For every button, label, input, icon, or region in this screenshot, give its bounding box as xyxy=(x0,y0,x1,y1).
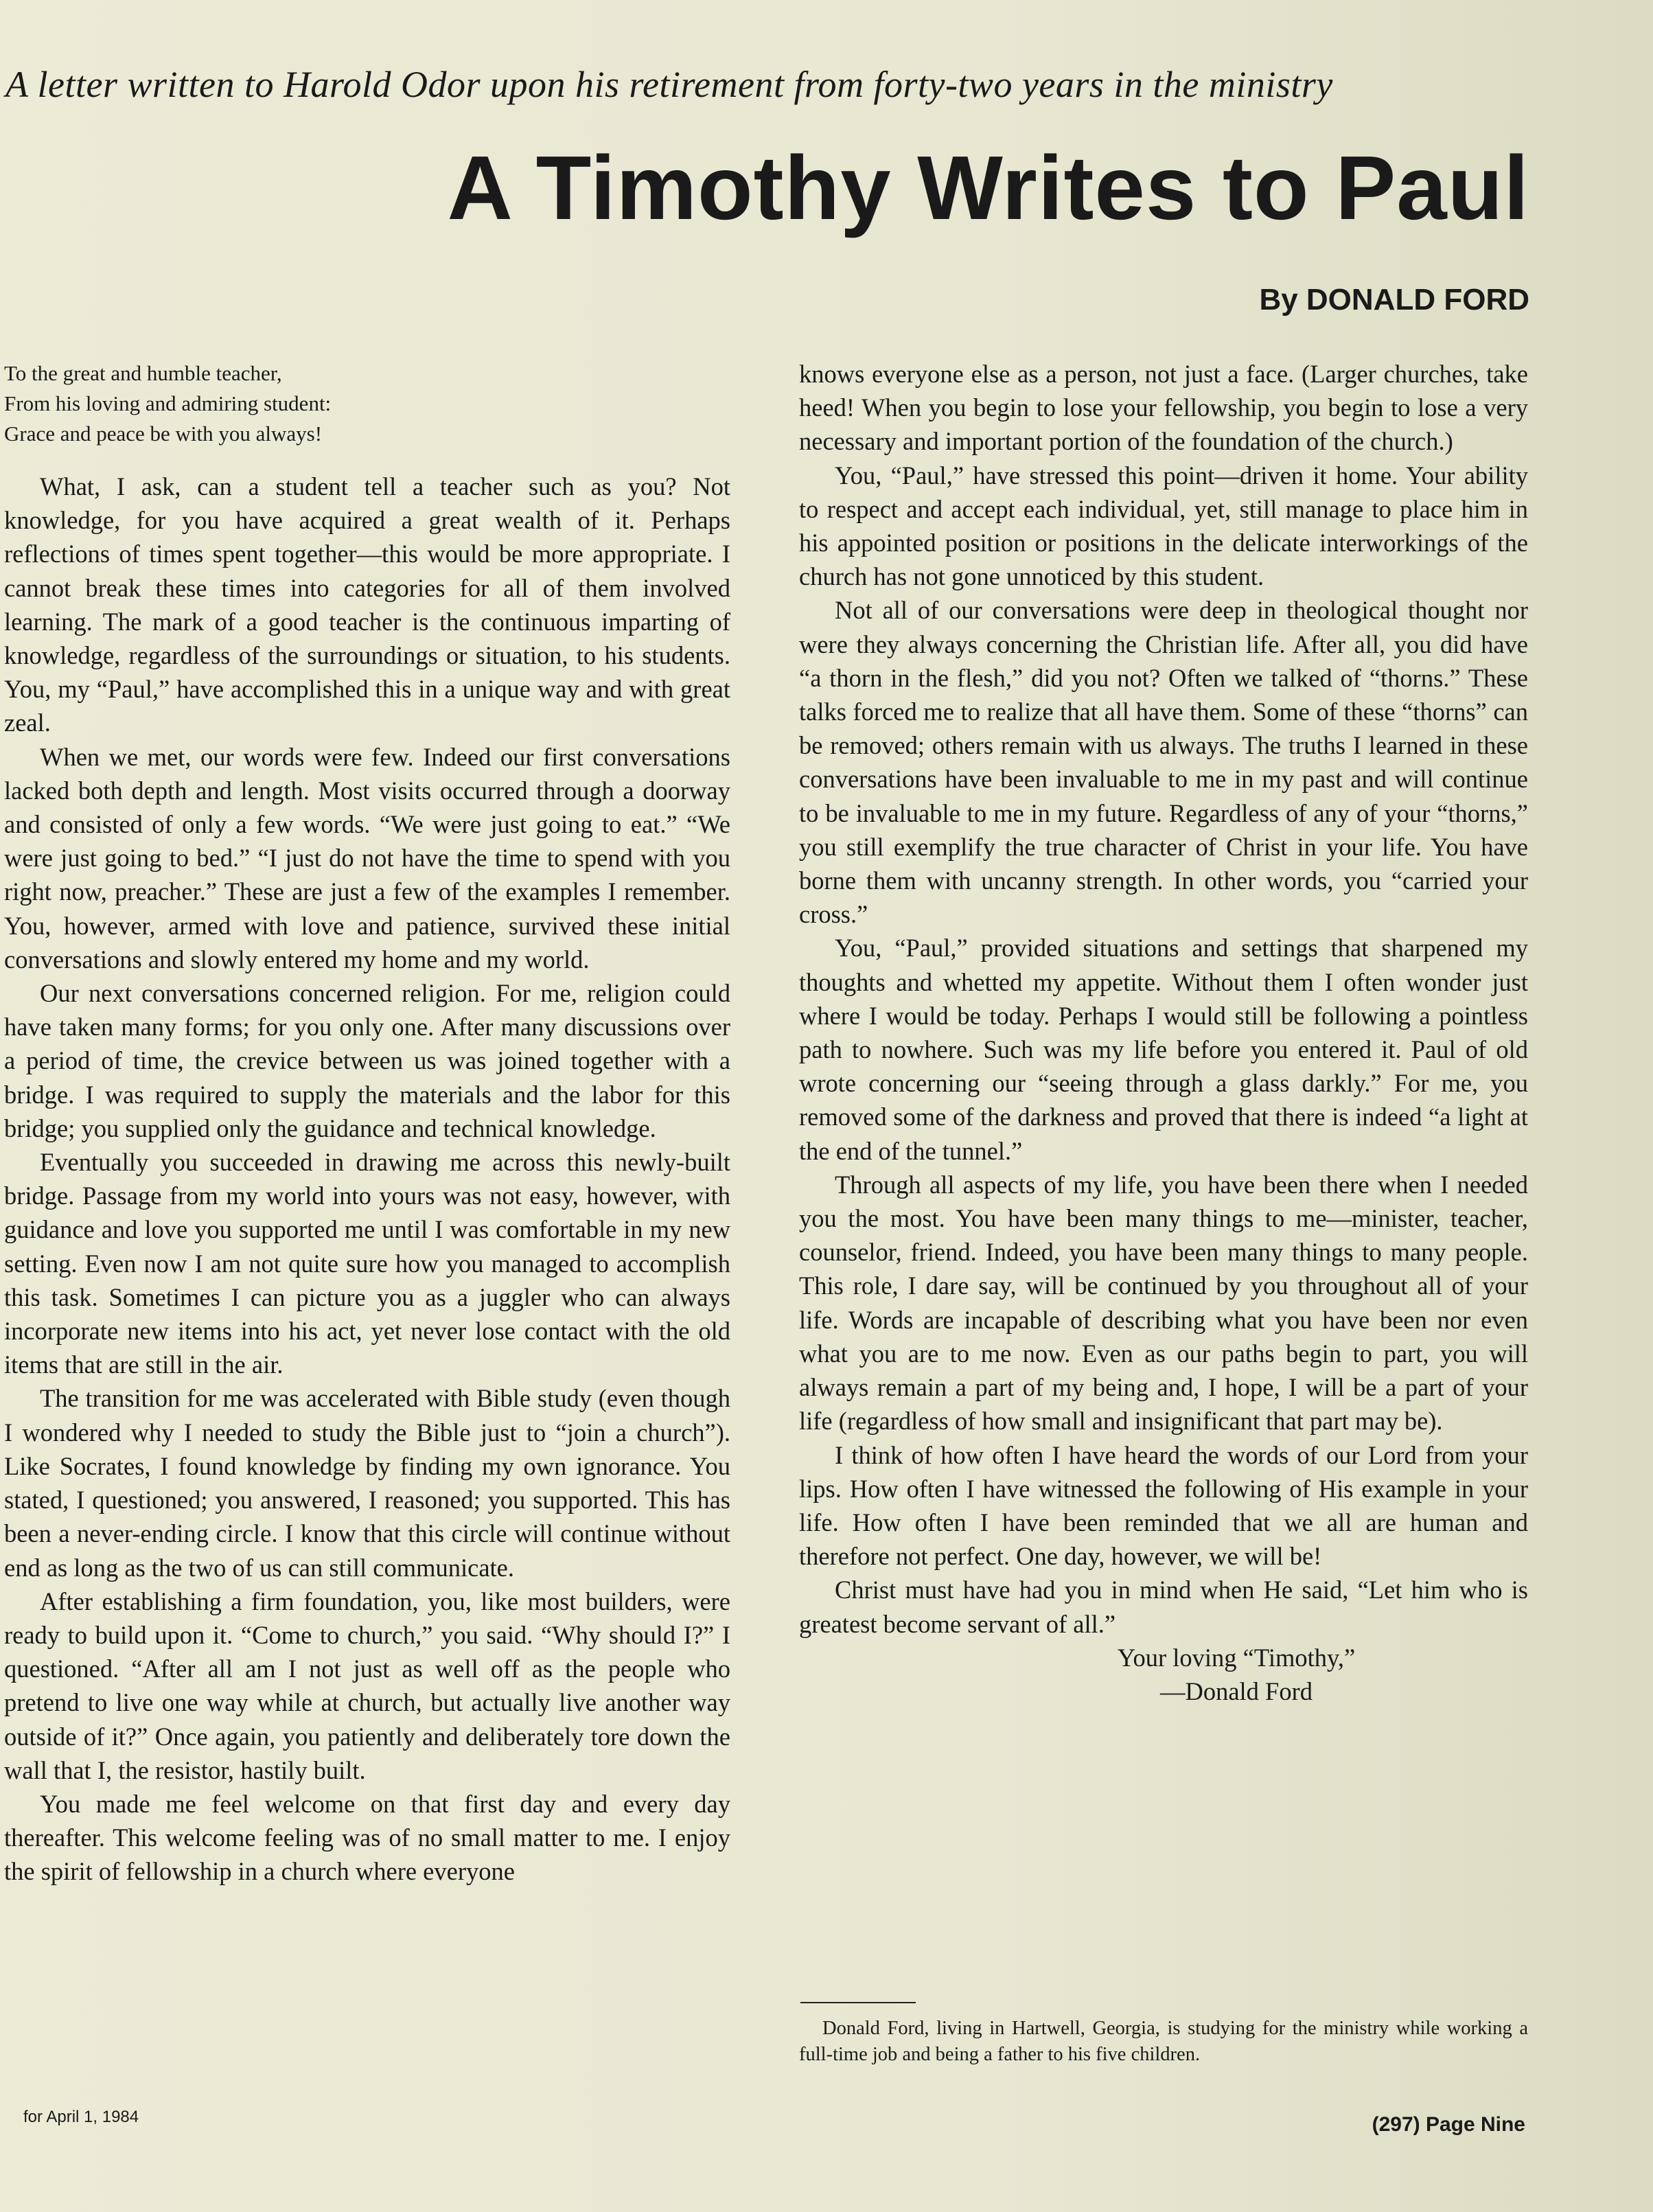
body-paragraph: You, “Paul,” provided situations and settings that sharpened my thoughts and whetted my appetite. Without them I often wonder just where I would be today. Perhaps I would still be following a pointless path to nowhere. Such was my life before you entered it. Paul of old wrote concerning our “seeing through a glass darkly.” For me, you removed some of the darkness and proved that there is indeed “a light at the end of the tunnel.” xyxy=(799,934,1528,1165)
right-column xyxy=(799,357,1528,1708)
signature-line: —Donald Ford xyxy=(1159,1677,1313,1705)
body-paragraph: Through all aspects of my life, you have been there when I needed you the most. You have been many things to me—minister, teacher, counselor, friend. Indeed, you have been many things to many people. This role, I dare say, will be continued by you throughout all of your life. Words are incapable of describing what you have been nor even what you are to me now. Even as our paths begin to part, you will always remain a part of my being and, I hope, I will be a part of your life (regardless of how small and insignificant that part may be). xyxy=(799,1170,1528,1436)
salutation-line: From his loving and admiring student: xyxy=(4,391,332,415)
body-paragraph: What, I ask, can a student tell a teacher such as you? Not knowledge, for you have acquired a great wealth of it. Perhaps reflections of times spent together—this would be more appropriate. I cannot break these times into categories for all of them involved learning. The mark of a good teacher is the continuous imparting of knowledge, regardless of the surroundings or situation, to his students. You, my “Paul,” have accomplished this in a unique way and with great zeal. xyxy=(4,472,730,737)
body-paragraph: When we met, our words were few. Indeed our first conversations lacked both depth and length. Most visits occurred through a doorway and consisted of only a few words. “We were just going to eat.” “We were just going to bed.” “I just do not have the time to spend with you right now, preacher.” These are just a few of the examples I remember. You, however, armed with love and patience, survived these initial conversations and slowly entered my home and my world. xyxy=(4,742,730,973)
issue-date: for April 1, 1984 xyxy=(23,2108,139,2126)
body-paragraph: I think of how often I have heard the words of our Lord from your lips. How often I have witnessed the following of His example in your life. How often I have been reminded that we all are human and therefore not perfect. One day, however, we will be! xyxy=(799,1440,1528,1571)
salutation xyxy=(4,358,730,449)
body-paragraph: You made me feel welcome on that first day and every day thereafter. This welcome feeling was of no small matter to me. I enjoy the spirit of fellowship in a church where everyone xyxy=(4,1789,730,1886)
body-paragraph: Christ must have had you in mind when He said, “Let him who is greatest become servant of all.” xyxy=(799,1576,1528,1638)
closing-line: Your loving “Timothy,” xyxy=(1117,1643,1356,1672)
footnote-divider xyxy=(800,2002,916,2003)
article-byline: By DONALD FORD xyxy=(1259,283,1529,316)
author-footnote: Donald Ford, living in Hartwell, Georgia, is studying for the ministry while working a full-time job and being a father to his five children. xyxy=(799,2018,1528,2065)
body-paragraph: After establishing a firm foundation, you, like most builders, were ready to build upon it. “Come to church,” you said. “Why should I?” I questioned. “After all am I not just as well off as the people who pretend to live one way while at church, but actually live another way outside of it?” Once again, you patiently and deliberately tore down the wall that I, the resistor, hastily built. xyxy=(4,1587,730,1784)
salutation-line: To the great and humble teacher, xyxy=(4,361,282,385)
salutation-line: Grace and peace be with you always! xyxy=(4,422,323,446)
left-column xyxy=(4,358,730,1889)
body-paragraph: Our next conversations concerned religion. For me, religion could have taken many forms; for you only one. After many discussions over a period of time, the crevice between us was joined together with a bridge. I was required to supply the materials and the labor for this bridge; you supplied only the guidance and technical knowledge. xyxy=(4,979,730,1142)
body-paragraph: Not all of our conversations were deep in theological thought nor were they always concerning the Christian life. After all, you did have “a thorn in the flesh,” did you not? Often we talked of “thorns.” These talks forced me to realize that all have them. Some of these “thorns” can be removed; others remain with us always. The truths I learned in these conversations have been invaluable to me in my past and will continue to be invaluable to me in my future. Regardless of any of your “thorns,” you still exemplify the true character of Christ in your life. You have borne them with uncanny strength. In other words, you “carried your cross.” xyxy=(799,596,1528,929)
article-title: A Timothy Writes to Paul xyxy=(447,137,1529,238)
body-paragraph: Eventually you succeeded in drawing me across this newly-built bridge. Passage from my world into yours was not easy, however, with guidance and love you supported me until I was comfortable in my new setting. Even now I am not quite sure how you managed to accomplish this task. Sometimes I can picture you as a juggler who can always incorporate new items into his act, yet never lose contact with the old items that are still in the air. xyxy=(4,1148,730,1379)
body-paragraph: You, “Paul,” have stressed this point—driven it home. Your ability to respect and accept each individual, yet, still manage to place him in his appointed position or positions in the delicate interworkings of the church has not gone unnoticed by this student. xyxy=(799,461,1528,591)
article-kicker: A letter written to Harold Odor upon his retirement from forty-two years in the ministry xyxy=(5,64,1333,105)
body-paragraph: knows everyone else as a person, not just a face. (Larger churches, take heed! When you begin to lose your fellowship, you begin to lose a very necessary and important portion of the foundation of the church.) xyxy=(799,360,1528,456)
body-paragraph: The transition for me was accelerated with Bible study (even though I wondered why I needed to study the Bible just to “join a church”). Like Socrates, I found knowledge by finding my own ignorance. You stated, I questioned; you answered, I reasoned; you supported. This has been a never-ending circle. I know that this circle will continue without end as long as the two of us can still communicate. xyxy=(4,1384,730,1582)
page-number: (297) Page Nine xyxy=(1372,2113,1525,2136)
